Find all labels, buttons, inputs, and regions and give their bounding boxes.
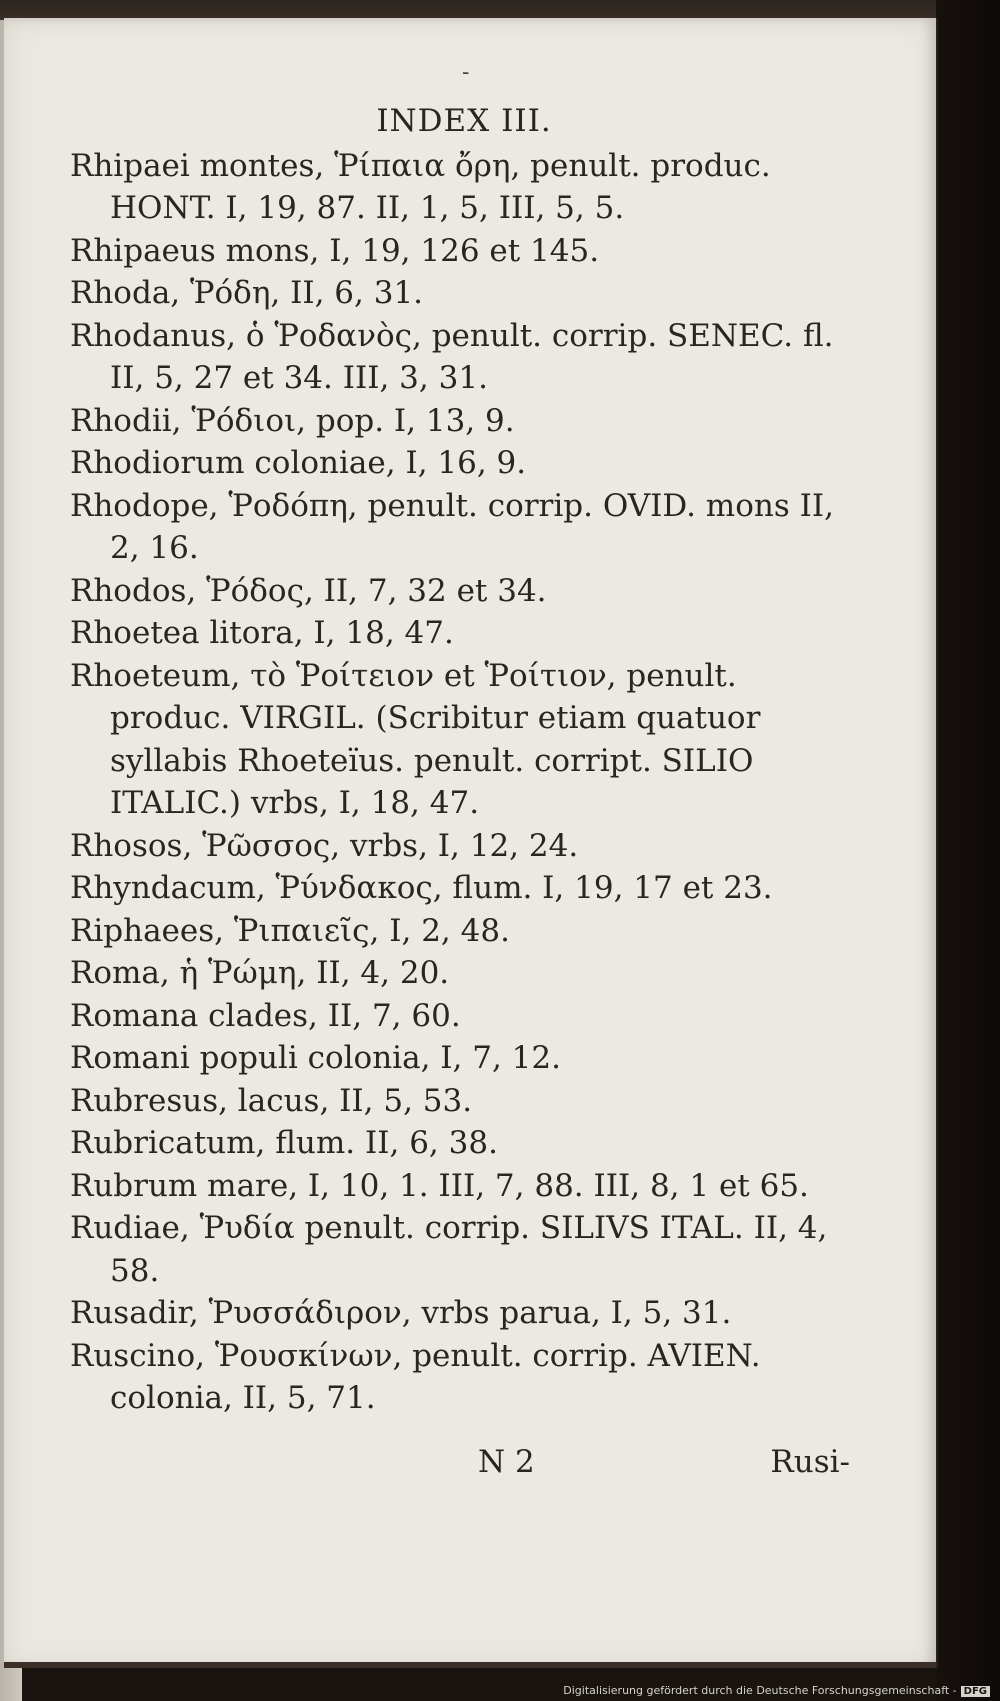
index-entry: Ruscino, Ῥουσκίνων, penult. corrip. AVIEN. colonia, II, 5, 71. bbox=[70, 1337, 761, 1416]
index-entry: Rhosos, Ῥῶσσος, vrbs, I, 12, 24. bbox=[70, 827, 579, 864]
digitization-credit bbox=[563, 1684, 990, 1697]
index-entry: Rhodope, Ῥοδόπη, penult. corrip. OVID. mons II, 2, 16. bbox=[70, 487, 834, 566]
book-top-edge bbox=[0, 0, 1000, 20]
index-entry: Rhodanus, ὁ Ῥοδανὸς, penult. corrip. SENEC. fl. II, 5, 27 et 34. III, 3, 31. bbox=[70, 317, 834, 396]
index-entry: Rusadir, Ῥυσσάδιρον, vrbs parua, I, 5, 31. bbox=[70, 1295, 732, 1331]
index-entry: Rhoda, Ῥόδη, II, 6, 31. bbox=[70, 275, 424, 311]
index-entry: Roma, ἡ Ῥώμη, II, 4, 20. bbox=[70, 955, 450, 991]
index-entry: Rhoetea litora, I, 18, 47. bbox=[70, 615, 454, 651]
page-header: INDEX III. bbox=[376, 103, 552, 139]
index-entry: Rubrum mare, I, 10, 1. III, 7, 88. III, 8, 1 et 65. bbox=[70, 1167, 809, 1204]
index-entry: Rhipaeus mons, I, 19, 126 et 145. bbox=[70, 232, 600, 269]
index-entry: Rhyndacum, Ῥύνδακος, flum. I, 19, 17 et 23. bbox=[70, 870, 773, 906]
page-bottom-edge bbox=[4, 1662, 936, 1668]
index-entry: Rhodos, Ῥόδος, II, 7, 32 et 34. bbox=[70, 572, 547, 609]
index-entry: Riphaees, Ῥιπαιεῖς, I, 2, 48. bbox=[70, 912, 510, 949]
credit-text: Digitalisierung gefördert durch die Deutsche Forschungsgemeinschaft - bbox=[563, 1684, 957, 1697]
index-entry: Romana clades, II, 7, 60. bbox=[70, 997, 461, 1034]
catchword: Rusi- bbox=[770, 1444, 850, 1480]
index-entry: Rhodii, Ῥόδιοι, pop. I, 13, 9. bbox=[70, 402, 515, 439]
signature-mark: N 2 bbox=[478, 1444, 535, 1480]
dfg-logo: DFG bbox=[961, 1686, 990, 1697]
page-footer bbox=[70, 1444, 850, 1486]
scan-background bbox=[936, 0, 1000, 1701]
index-entry: Rudiae, Ῥυδία penult. corrip. SILIVS ITAL. II, 4, 58. bbox=[70, 1210, 828, 1289]
index-entry: Rhipaei montes, Ῥίπαια ὄρη, penult. produc. HONT. I, 19, 87. II, 1, 5, III, 5, 5. bbox=[70, 147, 771, 226]
index-entry: Rhoeteum, τὸ Ῥοίτειον et Ῥοίτιον, penult. produc. VIRGIL. (Scribitur etiam quatuor syllabis Rhoeteïus. penult. corript. SILIO ITALIC.) vrbs, I, 18, 47. bbox=[70, 657, 761, 821]
index-entry: Rubricatum, flum. II, 6, 38. bbox=[70, 1125, 498, 1161]
index-entry: Rhodiorum coloniae, I, 16, 9. bbox=[70, 445, 527, 481]
index-text bbox=[70, 100, 850, 1420]
index-entry: Romani populi colonia, I, 7, 12. bbox=[70, 1040, 561, 1076]
index-entry: Rubresus, lacus, II, 5, 53. bbox=[70, 1082, 473, 1119]
top-mark: - bbox=[462, 60, 470, 85]
